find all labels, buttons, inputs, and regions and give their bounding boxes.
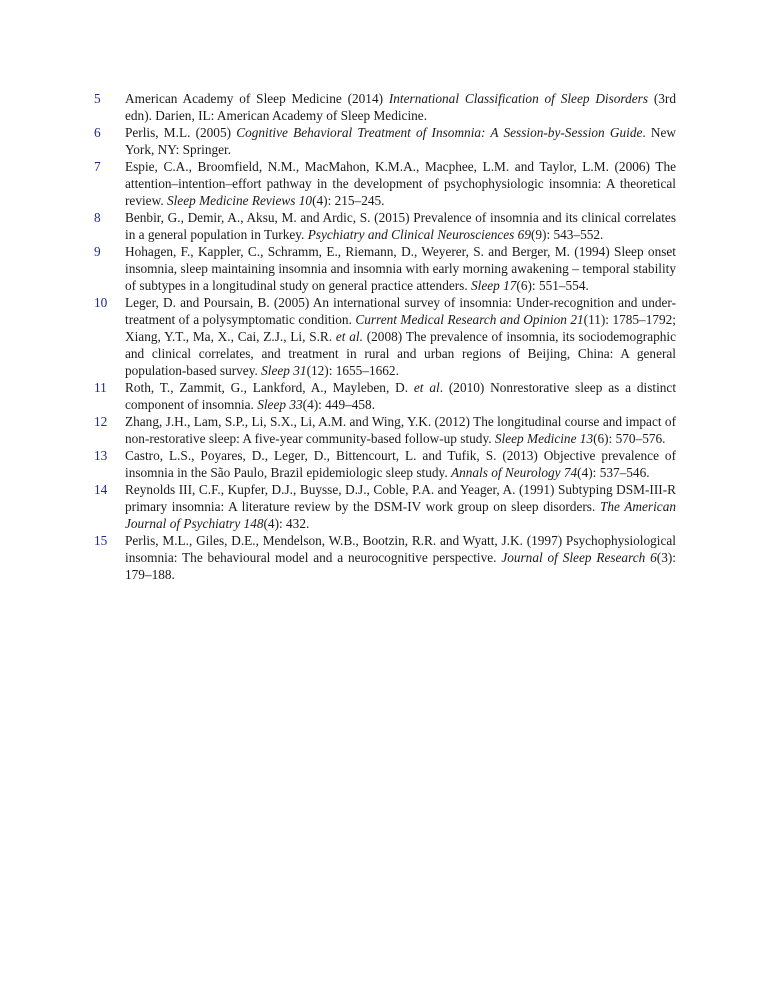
reference-segment: (3rd edn). Darien, IL: American Academy of Sleep Medicine. xyxy=(125,91,676,123)
reference-segment: (4): 432. xyxy=(263,516,310,531)
reference-number[interactable]: 13 xyxy=(94,448,108,463)
reference-text xyxy=(125,90,676,124)
reference-list xyxy=(94,90,676,583)
reference-segment: Perlis, M.L. (2005) xyxy=(125,125,237,140)
reference-segment: Benbir, G., Demir, A., Aksu, M. and Ardic, S. (2015) Prevalence of insomnia and its clinical correlates in a general population in Turkey. xyxy=(125,210,676,242)
reference-segment: (11): 1785–1792; Xiang, Y.T., Ma, X., Cai, Z.J., Li, S.R. xyxy=(125,312,676,344)
reference-text xyxy=(125,481,676,532)
reference-text xyxy=(125,447,676,481)
reference-text xyxy=(125,243,676,294)
reference-segment: Espie, C.A., Broomfield, N.M., MacMahon, K.M.A., Macphee, L.M. and Taylor, L.M. (2006) The attention–intention–effort pathway in the development of psychophysiologic insomnia: A theoretical review. xyxy=(125,159,676,208)
reference-segment: (12): 1655–1662. xyxy=(306,363,399,378)
reference-segment: Roth, T., Zammit, G., Lankford, A., Mayleben, D. xyxy=(125,380,414,395)
reference-italic-segment: Journal of Sleep Research 6 xyxy=(501,550,657,565)
reference-italic-segment: et al xyxy=(413,380,440,395)
reference-item xyxy=(94,158,676,209)
reference-number[interactable]: 15 xyxy=(94,533,108,548)
reference-segment: (2008) The prevalence of insomnia, its sociodemographic and clinical correlates, and treatment in rural and urban regions of Beijing, China: A general population-based survey. xyxy=(125,329,677,378)
reference-item xyxy=(94,447,676,481)
reference-segment: Hohagen, F., Kappler, C., Schramm, E., Riemann, D., Weyerer, S. and Berger, M. (1994) Sleep onset insomnia, sleep maintaining insomnia and insomnia with early morning awakening – temporal stability of subtypes in a longitudinal study on general practice attenders. xyxy=(125,244,676,293)
reference-segment: Leger, D. and Poursain, B. (2005) An international survey of insomnia: Under-recognition and under-treatment of a polysymptomatic condition. xyxy=(125,295,676,327)
reference-item xyxy=(94,124,676,158)
reference-number[interactable]: 9 xyxy=(94,244,101,259)
reference-italic-segment: Current Medical Research and Opinion 21 xyxy=(355,312,584,327)
reference-italic-segment: International Classification of Sleep Disorders xyxy=(388,91,649,106)
reference-number[interactable]: 10 xyxy=(94,295,108,310)
reference-segment: (6): 570–576. xyxy=(593,431,666,446)
reference-segment: (9): 543–552. xyxy=(530,227,604,242)
reference-segment: American Academy of Sleep Medicine (2014) xyxy=(125,91,389,106)
reference-segment: . (2010) Nonrestorative sleep as a distinct component of insomnia. xyxy=(125,380,677,412)
reference-item xyxy=(94,413,676,447)
reference-segment: (4): 215–245. xyxy=(312,193,385,208)
reference-item xyxy=(94,481,676,532)
reference-segment: Castro, L.S., Poyares, D., Leger, D., Bittencourt, L. and Tufik, S. (2013) Objective prevalence of insomnia in the São Paulo, Brazil epidemiologic sleep study. xyxy=(125,448,676,480)
reference-italic-segment: Sleep Medicine Reviews 10 xyxy=(166,193,313,208)
reference-italic-segment: Sleep 17 xyxy=(471,278,517,293)
reference-italic-segment: Sleep 33 xyxy=(257,397,303,412)
reference-text xyxy=(125,158,676,209)
reference-segment: Perlis, M.L., Giles, D.E., Mendelson, W.B., Bootzin, R.R. and Wyatt, J.K. (1997) Psychophysiological insomnia: The behavioural model and a neurocognitive perspective. xyxy=(125,533,676,565)
reference-text xyxy=(125,532,676,583)
reference-text xyxy=(125,413,676,447)
reference-segment: (6): 551–554. xyxy=(516,278,589,293)
reference-italic-segment: Psychiatry and Clinical Neurosciences 69 xyxy=(307,227,531,242)
reference-segment: (3): 179–188. xyxy=(125,550,676,582)
reference-number[interactable]: 5 xyxy=(94,91,101,106)
reference-item xyxy=(94,532,676,583)
reference-number[interactable]: 11 xyxy=(94,380,107,395)
reference-italic-segment: Cognitive Behavioral Treatment of Insomnia: A Session-by-Session Guide xyxy=(236,125,643,140)
reference-segment: (4): 537–546. xyxy=(577,465,650,480)
reference-italic-segment: The American Journal of Psychiatry 148 xyxy=(125,499,676,531)
reference-number[interactable]: 14 xyxy=(94,482,108,497)
reference-text xyxy=(125,124,676,158)
reference-number[interactable]: 8 xyxy=(94,210,101,225)
reference-segment: Zhang, J.H., Lam, S.P., Li, S.X., Li, A.M. and Wing, Y.K. (2012) The longitudinal course and impact of non-restorative sleep: A five-year community-based follow-up study. xyxy=(125,414,676,446)
reference-segment: (4): 449–458. xyxy=(302,397,376,412)
reference-item xyxy=(94,90,676,124)
reference-item xyxy=(94,294,676,379)
reference-italic-segment: et al. xyxy=(335,329,363,344)
reference-text xyxy=(125,209,676,243)
reference-italic-segment: Sleep Medicine 13 xyxy=(494,431,594,446)
reference-number[interactable]: 7 xyxy=(94,159,101,174)
reference-segment: . New York, NY: Springer. xyxy=(125,125,676,157)
reference-item xyxy=(94,243,676,294)
reference-item xyxy=(94,379,676,413)
reference-italic-segment: Annals of Neurology 74 xyxy=(450,465,578,480)
reference-text xyxy=(125,379,676,413)
reference-number[interactable]: 6 xyxy=(94,125,101,140)
reference-segment: Reynolds III, C.F., Kupfer, D.J., Buysse, D.J., Coble, P.A. and Yeager, A. (1991) Subtyping DSM-III-R primary insomnia: A literature review by the DSM-IV work group on sleep disorders. xyxy=(125,482,676,514)
reference-text xyxy=(125,294,676,379)
reference-item xyxy=(94,209,676,243)
reference-number[interactable]: 12 xyxy=(94,414,108,429)
reference-italic-segment: Sleep 31 xyxy=(261,363,307,378)
